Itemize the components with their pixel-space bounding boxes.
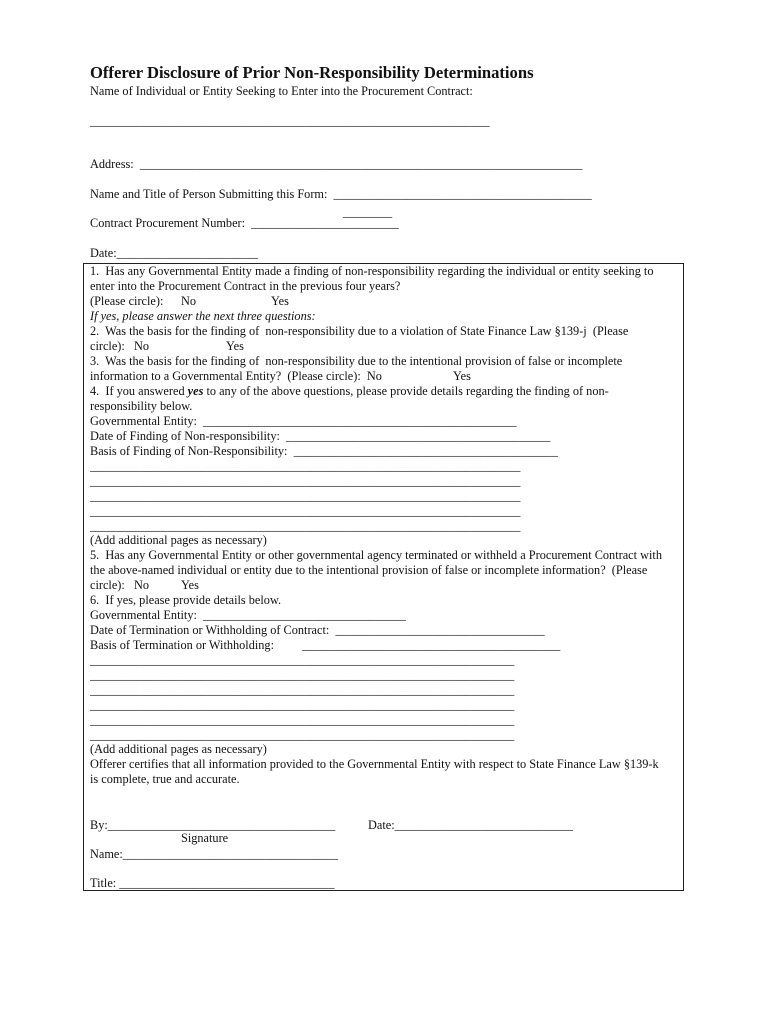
question-3-yes-option[interactable]: Yes (453, 369, 471, 383)
termination-details-line[interactable]: _____________________________________________________________________ (90, 713, 515, 727)
termination-details-line[interactable]: _____________________________________________________________________ (90, 698, 515, 712)
submitter-field-continuation[interactable]: ________ (343, 205, 393, 219)
termination-details-line[interactable]: _____________________________________________________________________ (90, 728, 515, 742)
termination-details-line[interactable]: _____________________________________________________________________ (90, 668, 515, 682)
entity-name-label: Name of Individual or Entity Seeking to Enter into the Procurement Contract: (90, 84, 473, 98)
finding-details-line[interactable]: ______________________________________________________________________ (90, 489, 521, 503)
question-1-no-option[interactable]: No (181, 294, 197, 308)
certification-text-cont: is complete, true and accurate. (90, 772, 240, 786)
question-4-emphasis: yes (187, 384, 204, 398)
question-3: 3. Was the basis for the finding of non-responsibility due to the intentional provision of false or incomplete (90, 354, 623, 368)
question-1-circle-label: (Please circle): (90, 294, 164, 308)
page-title: Offerer Disclosure of Prior Non-Responsibility Determinations (90, 63, 534, 82)
finding-details-line[interactable]: ______________________________________________________________________ (90, 474, 521, 488)
question-5-cont: the above-named individual or entity due to the intentional provision of false or incomplete information? (Please (90, 563, 648, 577)
finding-basis-field[interactable]: Basis of Finding of Non-Responsibility: ___________________________________________ (90, 444, 558, 458)
question-1-cont: enter into the Procurement Contract in the previous four years? (90, 279, 401, 293)
question-1-yes-option[interactable]: Yes (271, 294, 289, 308)
termination-details-line[interactable]: _____________________________________________________________________ (90, 683, 515, 697)
address-field[interactable]: Address: ________________________________________________________________________ (90, 157, 583, 171)
signature-date-field[interactable]: Date:_____________________________ (368, 818, 573, 832)
termination-date-field[interactable]: Date of Termination or Withholding of Contract: __________________________________ (90, 623, 545, 637)
finding-details-line[interactable]: ______________________________________________________________________ (90, 504, 521, 518)
date-field[interactable]: Date:_______________________ (90, 246, 259, 260)
question-4-pre: 4. If you answered (90, 384, 188, 398)
certification-text: Offerer certifies that all information provided to the Governmental Entity with respect to State Finance Law §139-k (90, 757, 659, 771)
question-2-yes-option[interactable]: Yes (226, 339, 244, 353)
signer-title-field[interactable]: Title: ___________________________________ (90, 876, 335, 890)
entity-name-field[interactable]: _________________________________________________________________ (90, 114, 490, 128)
question-1: 1. Has any Governmental Entity made a finding of non-responsibility regarding the individual or entity seeking to (90, 264, 654, 278)
question-4-cont: responsibility below. (90, 399, 193, 413)
question-instruction: If yes, please answer the next three questions: (90, 309, 316, 323)
finding-entity-field[interactable]: Governmental Entity: ___________________________________________________ (90, 414, 517, 428)
question-2: 2. Was the basis for the finding of non-responsibility due to a violation of State Finance Law §139-j (Please (90, 324, 629, 338)
additional-pages-note: (Add additional pages as necessary) (90, 533, 267, 547)
signature-label: Signature (181, 831, 229, 845)
additional-pages-note: (Add additional pages as necessary) (90, 742, 267, 756)
termination-basis-field[interactable]: __________________________________________ (302, 638, 561, 652)
termination-entity-field[interactable]: Governmental Entity: _________________________________ (90, 608, 406, 622)
question-4-post: to any of the above questions, please provide details regarding the finding of non- (203, 384, 609, 398)
question-6: 6. If yes, please provide details below. (90, 593, 282, 607)
signature-by-field[interactable]: By:_____________________________________ (90, 818, 336, 832)
question-5-yes-option[interactable]: Yes (181, 578, 199, 592)
termination-basis-label: Basis of Termination or Withholding: (90, 638, 274, 652)
termination-details-line[interactable]: _____________________________________________________________________ (90, 653, 515, 667)
question-5-no-option[interactable]: circle): No (90, 578, 150, 592)
contract-number-field[interactable]: Contract Procurement Number: ________________________ (90, 216, 399, 230)
finding-details-line[interactable]: ______________________________________________________________________ (90, 519, 521, 533)
question-5: 5. Has any Governmental Entity or other governmental agency terminated or withheld a Procurement Contract with (90, 548, 662, 562)
question-2-no-option[interactable]: circle): No (90, 339, 150, 353)
submitter-field[interactable]: Name and Title of Person Submitting this Form: __________________________________________ (90, 187, 592, 201)
finding-details-line[interactable]: ______________________________________________________________________ (90, 459, 521, 473)
signer-name-field[interactable]: Name:___________________________________ (90, 847, 338, 861)
finding-date-field[interactable]: Date of Finding of Non-responsibility: ___________________________________________ (90, 429, 551, 443)
question-4 (90, 384, 609, 398)
question-3-no-option[interactable]: information to a Governmental Entity? (Please circle): No (90, 369, 382, 383)
